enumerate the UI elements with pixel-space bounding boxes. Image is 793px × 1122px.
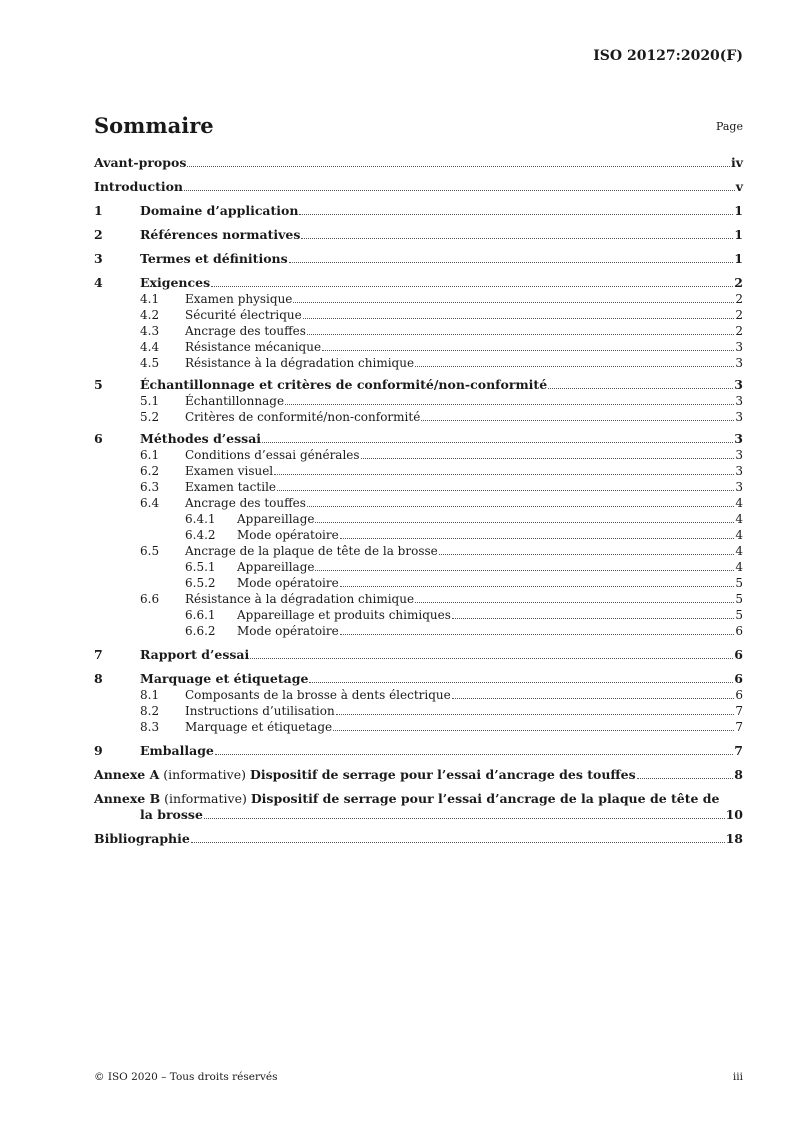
toc-entry-page: 3 (735, 394, 743, 408)
toc-entry-text: Examen physique (185, 292, 293, 306)
toc-entry-6-2[interactable] (94, 463, 743, 479)
leader-dots (340, 634, 735, 635)
document-id: ISO 20127:2020(F) (593, 48, 743, 64)
toc-entry-avant-propos[interactable] (94, 155, 743, 171)
leader-dots (274, 474, 734, 475)
toc-entry-text: Examen visuel (185, 464, 274, 478)
toc-entry-number: 6.6 (140, 592, 160, 606)
toc-entry-number: 6.5.1 (185, 560, 216, 574)
toc-entry-page: 3 (735, 340, 743, 354)
toc-entry-number: 5 (94, 377, 103, 392)
toc-entry-9[interactable] (94, 743, 743, 759)
toc-entry-page: 7 (735, 704, 743, 718)
toc-entry-number: 6.3 (140, 480, 160, 494)
toc-entry-8-1[interactable] (94, 687, 743, 703)
toc-entry-page: 2 (735, 292, 743, 306)
leader-dots (361, 458, 735, 459)
toc-entry-page: 5 (735, 576, 743, 590)
toc-entry-page: 7 (734, 743, 743, 758)
toc-entry-6-6-1[interactable] (94, 607, 743, 623)
toc-entry-text: Méthodes d’essai (140, 431, 262, 446)
toc-entry-number: 6 (94, 431, 103, 446)
toc-entry-number: 6.6.1 (185, 608, 216, 622)
toc-entry-page: 6 (734, 647, 743, 662)
toc-entry-number: 6.4.2 (185, 528, 216, 542)
leader-dots (415, 366, 734, 367)
toc-entry-6-5[interactable] (94, 543, 743, 559)
toc-entry-text: Mode opératoire (237, 528, 339, 542)
toc-entry-page: 4 (735, 496, 743, 510)
toc-entry-number: 4.4 (140, 340, 160, 354)
toc-entry-number: 8 (94, 671, 103, 686)
leader-dots (293, 302, 734, 303)
toc-entry-text: Dispositif de serrage pour l’essai d’ancrage des touffes (249, 767, 636, 782)
toc-entry-text: Termes et définitions (140, 251, 288, 266)
toc-entry-page: 4 (735, 544, 743, 558)
toc-entry-number: 6.1 (140, 448, 160, 462)
toc-entry-number: 3 (94, 251, 103, 266)
toc-entry-text: Résistance mécanique (185, 340, 322, 354)
toc-entry-text: Mode opératoire (237, 624, 339, 638)
toc-entry-number: 9 (94, 743, 103, 758)
toc-entry-number: 6.2 (140, 464, 160, 478)
toc-entry-page: 1 (734, 227, 743, 242)
toc-entry-number: 6.4 (140, 496, 160, 510)
toc-entry-page: 18 (725, 831, 743, 846)
toc-entry-text: Échantillonnage et critères de conformité/non-conformité (140, 377, 548, 392)
toc-entry-page: 3 (735, 410, 743, 424)
toc-entry-page: 3 (735, 356, 743, 370)
toc-entry-bibliographie[interactable] (94, 831, 743, 847)
toc-entry-text: Mode opératoire (237, 576, 339, 590)
toc-entry-text: Ancrage des touffes (185, 324, 306, 338)
annex-type-text: (informative) (164, 791, 247, 806)
toc-entry-6[interactable] (94, 431, 743, 447)
toc-entry-page: 6 (734, 671, 743, 686)
toc-entry-page: 4 (735, 528, 743, 542)
toc-entry-text: Emballage (140, 743, 214, 758)
leader-dots (452, 698, 735, 699)
toc-entry-page: 1 (734, 203, 743, 218)
toc-entry-5-2[interactable] (94, 409, 743, 425)
toc-entry-number: 1 (94, 203, 103, 218)
leader-dots (250, 658, 733, 659)
toc-entry-text-continued: la brosse (140, 807, 203, 822)
toc-entry-text: Composants de la brosse à dents électrique (185, 688, 451, 702)
toc-entry-page: 3 (735, 448, 743, 462)
toc-entry-6-4-1[interactable] (94, 511, 743, 527)
leader-dots (187, 166, 730, 167)
annex-b-second-line (94, 807, 743, 823)
toc-entry-annex-a[interactable] (94, 767, 743, 783)
toc-entry-5-1[interactable] (94, 393, 743, 409)
toc-entry-text: Exigences (140, 275, 211, 290)
page-column-label: Page (715, 120, 743, 133)
toc-entry-text: Dispositif de serrage pour l’essai d’ancrage de la plaque de tête de (250, 791, 720, 806)
toc-entry-number: 8.3 (140, 720, 160, 734)
toc-entry-introduction[interactable] (94, 179, 743, 195)
toc-entry-annex-type (160, 791, 251, 806)
leader-dots (289, 262, 734, 263)
table-of-contents (94, 155, 743, 847)
toc-entry-text: Examen tactile (185, 480, 277, 494)
toc-entry-1[interactable] (94, 203, 743, 219)
leader-dots (439, 554, 735, 555)
leader-dots (548, 388, 733, 389)
toc-entry-text: Références normatives (140, 227, 301, 242)
toc-entry-6-3[interactable] (94, 479, 743, 495)
toc-entry-page: 10 (725, 807, 743, 822)
toc-entry-page: 7 (735, 720, 743, 734)
toc-entry-page: 5 (735, 592, 743, 606)
toc-entry-number: 4.5 (140, 356, 160, 370)
leader-dots (262, 442, 733, 443)
leader-dots (285, 404, 734, 405)
toc-entry-6-5-2[interactable] (94, 575, 743, 591)
leader-dots (277, 490, 734, 491)
toc-entry-text: Sécurité électrique (185, 308, 302, 322)
toc-entry-number: 6.5 (140, 544, 160, 558)
toc-entry-text: Résistance à la dégradation chimique (185, 356, 415, 370)
leader-dots (309, 682, 733, 683)
toc-entry-7[interactable] (94, 647, 743, 663)
toc-entry-text: Échantillonnage (185, 394, 285, 408)
toc-entry-6-4[interactable] (94, 495, 743, 511)
toc-entry-text: Ancrage de la plaque de tête de la brosse (185, 544, 438, 558)
toc-entry-4-1[interactable] (94, 291, 743, 307)
toc-entry-page: 3 (735, 464, 743, 478)
leader-dots (452, 618, 734, 619)
toc-entry-page: 3 (735, 480, 743, 494)
toc-entry-text: Avant-propos (94, 155, 187, 170)
toc-entry-number: 6.5.2 (185, 576, 216, 590)
toc-entry-text: Rapport d’essai (140, 647, 250, 662)
toc-entry-number: 2 (94, 227, 103, 242)
toc-entry-page: 2 (735, 324, 743, 338)
toc-entry-page: 3 (734, 377, 743, 392)
toc-entry-page: 6 (735, 688, 743, 702)
toc-entry-number: 4.2 (140, 308, 160, 322)
toc-entry-page: 5 (735, 608, 743, 622)
toc-entry-text: Conditions d’essai générales (185, 448, 360, 462)
leader-dots (336, 714, 735, 715)
toc-entry-number: 4.1 (140, 292, 160, 306)
leader-dots (301, 238, 733, 239)
toc-entry-text: Marquage et étiquetage (185, 720, 333, 734)
toc-entry-text: Appareillage (237, 560, 315, 574)
toc-entry-page: v (735, 179, 743, 194)
toc-entry-annex-label: Annexe A (94, 767, 160, 782)
leader-dots (215, 754, 733, 755)
toc-entry-page: 2 (734, 275, 743, 290)
leader-dots (184, 190, 735, 191)
toc-entry-text: Résistance à la dégradation chimique (185, 592, 415, 606)
toc-entry-number: 5.2 (140, 410, 160, 424)
leader-dots (415, 602, 734, 603)
toc-entry-page: 1 (734, 251, 743, 266)
toc-entry-2[interactable] (94, 227, 743, 243)
leader-dots (299, 214, 733, 215)
toc-entry-text: Critères de conformité/non-conformité (185, 410, 421, 424)
toc-entry-number: 8.1 (140, 688, 160, 702)
toc-entry-number: 7 (94, 647, 103, 662)
toc-entry-6-4-2[interactable] (94, 527, 743, 543)
toc-entry-4-2[interactable] (94, 307, 743, 323)
toc-entry-4-3[interactable] (94, 323, 743, 339)
toc-entry-annex-type (159, 767, 250, 783)
toc-entry-3[interactable] (94, 251, 743, 267)
leader-dots (303, 318, 735, 319)
toc-entry-text: Appareillage et produits chimiques (237, 608, 451, 622)
toc-entry-page: 4 (735, 560, 743, 574)
leader-dots (315, 570, 734, 571)
toc-entry-6-1[interactable] (94, 447, 743, 463)
toc-entry-text: Marquage et étiquetage (140, 671, 309, 686)
toc-entry-number: 6.4.1 (185, 512, 216, 526)
toc-entry-page: iv (730, 155, 743, 170)
toc-entry-number: 6.6.2 (185, 624, 216, 638)
leader-dots (307, 506, 734, 507)
toc-entry-text: Domaine d’application (140, 203, 299, 218)
leader-dots (421, 420, 734, 421)
annex-b-first-line (94, 791, 743, 807)
toc-entry-number: 5.1 (140, 394, 160, 408)
leader-dots (307, 334, 734, 335)
toc-entry-text: Introduction (94, 179, 184, 194)
toc-entry-page: 3 (734, 431, 743, 446)
toc-entry-text: Ancrage des touffes (185, 496, 306, 510)
leader-dots (211, 286, 733, 287)
leader-dots (322, 350, 734, 351)
leader-dots (333, 730, 734, 731)
toc-entry-annex-b[interactable] (94, 791, 743, 823)
toc-entry-page: 6 (735, 624, 743, 638)
leader-dots (637, 778, 734, 779)
toc-entry-annex-label: Annexe B (94, 791, 161, 806)
leader-dots (191, 842, 725, 843)
footer-page-number: iii (732, 1071, 743, 1083)
toc-entry-4-4[interactable] (94, 339, 743, 355)
toc-entry-text: Bibliographie (94, 831, 190, 846)
leader-dots (340, 586, 735, 587)
toc-entry-4[interactable] (94, 275, 743, 291)
toc-entry-8[interactable] (94, 671, 743, 687)
toc-entry-page: 8 (734, 767, 743, 782)
toc-entry-number: 8.2 (140, 704, 160, 718)
toc-entry-5[interactable] (94, 377, 743, 393)
toc-entry-6-5-1[interactable] (94, 559, 743, 575)
toc-entry-6-6[interactable] (94, 591, 743, 607)
toc-entry-6-6-2[interactable] (94, 623, 743, 639)
toc-entry-number: 4.3 (140, 324, 160, 338)
toc-entry-4-5[interactable] (94, 355, 743, 371)
leader-dots (340, 538, 735, 539)
leader-dots (204, 818, 725, 819)
toc-entry-page: 2 (735, 308, 743, 322)
toc-entry-8-3[interactable] (94, 719, 743, 735)
toc-entry-page: 4 (735, 512, 743, 526)
annex-type-text: (informative) (163, 767, 246, 782)
toc-entry-number: 4 (94, 275, 103, 290)
footer-copyright: © ISO 2020 – Tous droits réservés (94, 1071, 278, 1083)
toc-entry-text: Instructions d’utilisation (185, 704, 335, 718)
leader-dots (315, 522, 734, 523)
toc-entry-8-2[interactable] (94, 703, 743, 719)
page-title: Sommaire (94, 113, 214, 138)
toc-entry-text: Appareillage (237, 512, 315, 526)
